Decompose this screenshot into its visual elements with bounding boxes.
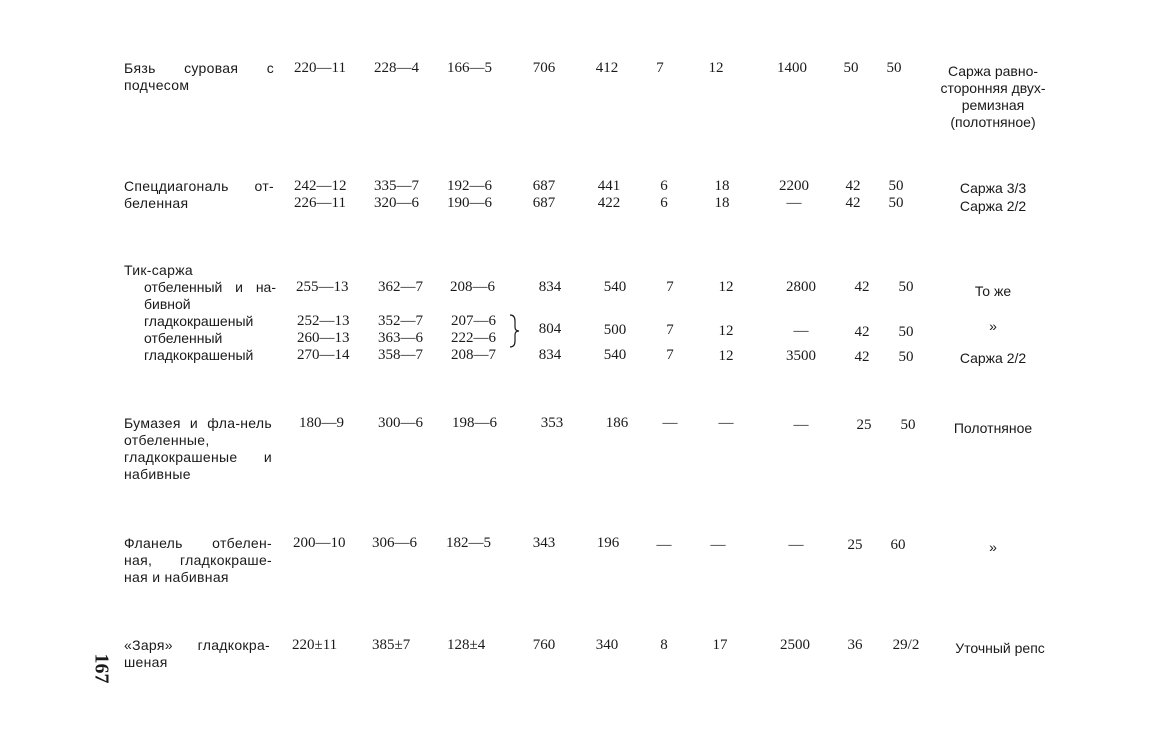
cell-c7: 12 — [708, 60, 724, 76]
cell-c10: 50 — [888, 178, 904, 194]
weave-type: Саржа 2/2 — [959, 198, 1027, 214]
cell-c7: 12 — [718, 323, 734, 339]
weave-type: Полотняное — [953, 420, 1033, 436]
cell-c1: 242—12 — [294, 178, 347, 194]
cell-c1: 252—13 — [297, 313, 350, 329]
cell-c8: 2200 — [779, 178, 809, 194]
brace-icon — [508, 314, 520, 348]
cell-c5: 196 — [596, 535, 620, 551]
cell-c3: 182—5 — [446, 535, 491, 551]
cell-c8: 2800 — [786, 279, 816, 295]
cell-c10: 50 — [898, 279, 914, 295]
cell-c3: 207—6 — [451, 313, 496, 329]
subrow-label: отбеленный и на-бивной — [144, 279, 276, 312]
cell-c5: 186 — [605, 415, 629, 431]
cell-c4: 706 — [532, 60, 556, 76]
cell-c3: 208—7 — [451, 347, 496, 363]
cell-c7: — — [718, 415, 734, 431]
cell-c2: 306—6 — [372, 535, 417, 551]
cell-c2: 362—7 — [378, 279, 423, 295]
cell-c6: 6 — [660, 195, 668, 211]
cell-c10: 50 — [898, 324, 914, 340]
cell-c7: 12 — [718, 348, 734, 364]
cell-c2: 385±7 — [372, 637, 411, 653]
cell-c5: 540 — [603, 279, 627, 295]
cell-c3: 208—6 — [450, 279, 495, 295]
cell-c3: 192—6 — [447, 178, 492, 194]
cell-c8: — — [793, 417, 809, 433]
cell-c3: 190—6 — [447, 195, 492, 211]
cell-c4: 804 — [538, 321, 562, 337]
cell-c3: 128±4 — [447, 637, 486, 653]
cell-c4: 343 — [532, 535, 556, 551]
cell-c2: 352—7 — [378, 313, 423, 329]
subrow-label: гладкокрашеный — [144, 347, 254, 363]
cell-c1: 200—10 — [293, 535, 346, 551]
weave-type: Саржа 3/3 — [959, 180, 1027, 196]
cell-c2: 335—7 — [374, 178, 419, 194]
cell-c2: 300—6 — [378, 415, 423, 431]
cell-c7: 17 — [712, 637, 728, 653]
cell-c6: 7 — [666, 322, 674, 338]
cell-c2: 228—4 — [374, 60, 419, 76]
cell-c9: 42 — [854, 324, 870, 340]
cell-c4: 687 — [532, 195, 556, 211]
weave-type: Саржа равно-сторонняя двух-ремизная (полотняное) — [940, 63, 1046, 130]
cell-c8: 2500 — [780, 637, 810, 653]
fabric-name: Бязь суровая с подчесом — [124, 60, 274, 93]
fabric-name: «Заря» гладкокра-шеная — [124, 637, 270, 670]
weave-type: То же — [974, 283, 1012, 299]
cell-c9: 42 — [854, 349, 870, 365]
cell-c5: 412 — [595, 60, 619, 76]
subrow-label: отбеленный — [144, 330, 223, 346]
cell-c8: — — [786, 195, 802, 211]
cell-c7: 18 — [714, 178, 730, 194]
cell-c7: 12 — [718, 279, 734, 295]
cell-c10: 50 — [888, 195, 904, 211]
cell-c6: 7 — [666, 279, 674, 295]
cell-c9: 42 — [845, 195, 861, 211]
cell-c6: 7 — [666, 347, 674, 363]
cell-c1: 220±11 — [292, 637, 338, 653]
cell-c1: 270—14 — [297, 347, 350, 363]
weave-type: » — [989, 539, 997, 555]
cell-c5: 540 — [603, 347, 627, 363]
cell-c1: 220—11 — [294, 60, 346, 76]
cell-c9: 42 — [845, 178, 861, 194]
cell-c9: 25 — [856, 417, 872, 433]
cell-c4: 834 — [538, 279, 562, 295]
cell-c3: 198—6 — [452, 415, 497, 431]
cell-c5: 340 — [595, 637, 619, 653]
cell-c10: 50 — [900, 417, 916, 433]
cell-c9: 25 — [847, 537, 863, 553]
weave-type: Саржа 2/2 — [959, 350, 1027, 366]
cell-c5: 422 — [597, 195, 621, 211]
weave-type: » — [989, 318, 997, 334]
cell-c10: 50 — [898, 349, 914, 365]
cell-c8: — — [793, 323, 809, 339]
fabric-name: Тик-саржа — [124, 262, 193, 278]
cell-c2: 363—6 — [378, 330, 423, 346]
cell-c9: 36 — [847, 637, 863, 653]
cell-c1: 180—9 — [299, 415, 344, 431]
cell-c7: 18 — [714, 195, 730, 211]
cell-c1: 226—11 — [294, 195, 346, 211]
cell-c7: — — [710, 537, 726, 553]
cell-c6: — — [656, 537, 672, 553]
cell-c9: 42 — [854, 279, 870, 295]
cell-c3: 222—6 — [451, 330, 496, 346]
fabric-name: Фланель отбелен-ная, гладкокраше-ная и набивная — [124, 535, 272, 585]
fabric-name: Бумазея и фла-нель отбеленные, гладкокрашеные и набивные — [124, 415, 272, 482]
cell-c2: 358—7 — [378, 347, 423, 363]
cell-c4: 834 — [538, 347, 562, 363]
cell-c3: 166—5 — [447, 60, 492, 76]
cell-c8: — — [788, 537, 804, 553]
cell-c5: 441 — [597, 178, 621, 194]
cell-c10: 29/2 — [892, 637, 920, 653]
cell-c6: 6 — [660, 178, 668, 194]
cell-c4: 353 — [540, 415, 564, 431]
cell-c6: 8 — [660, 637, 668, 653]
cell-c6: 7 — [656, 60, 664, 76]
cell-c2: 320—6 — [374, 195, 419, 211]
cell-c1: 260—13 — [297, 330, 350, 346]
weave-type: Уточный репс — [955, 640, 1045, 656]
cell-c8: 3500 — [786, 348, 816, 364]
cell-c10: 50 — [886, 60, 902, 76]
cell-c4: 687 — [532, 178, 556, 194]
cell-c10: 60 — [890, 537, 906, 553]
fabric-name: Спецдиагональ от-беленная — [124, 178, 274, 211]
cell-c5: 500 — [603, 322, 627, 338]
cell-c6: — — [662, 415, 678, 431]
cell-c9: 50 — [843, 60, 859, 76]
cell-c1: 255—13 — [296, 279, 349, 295]
page-number: 167 — [90, 653, 113, 684]
cell-c8: 1400 — [777, 60, 807, 76]
cell-c4: 760 — [532, 637, 556, 653]
subrow-label: гладкокрашеный — [144, 313, 254, 329]
